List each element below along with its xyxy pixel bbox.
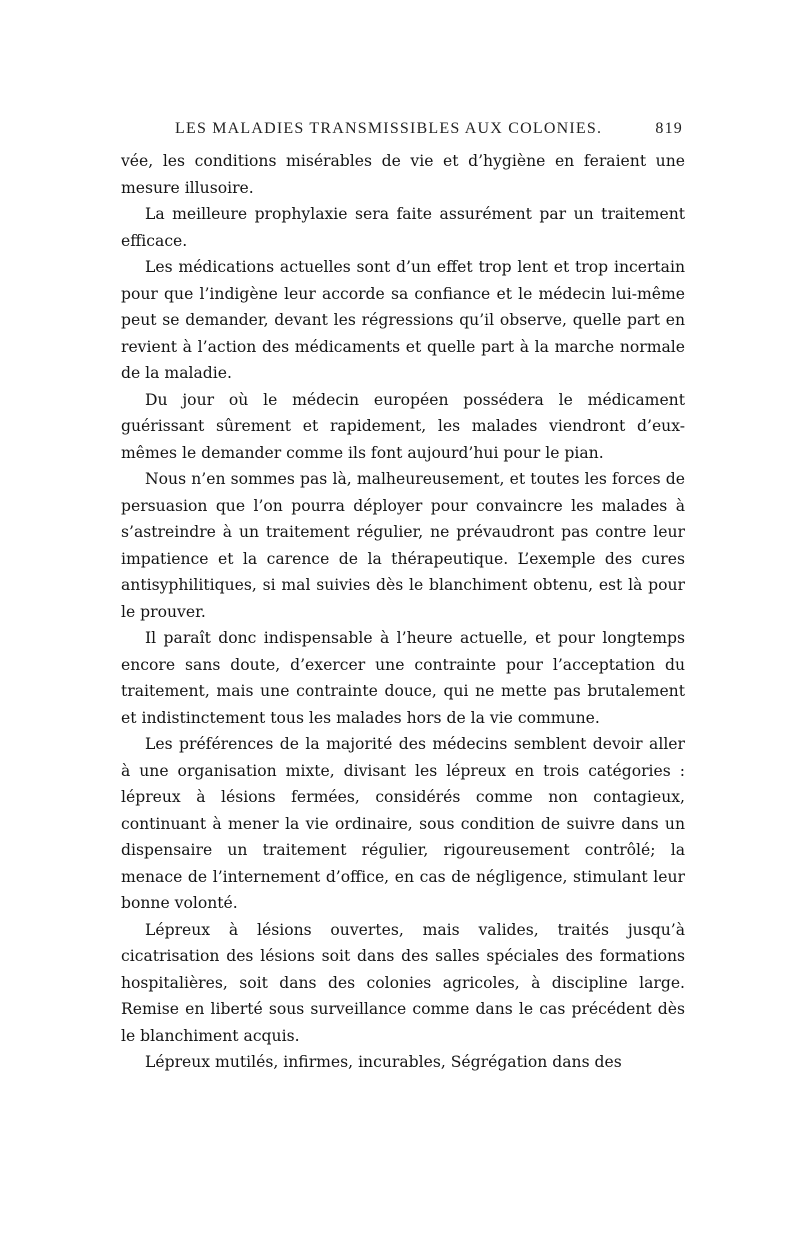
paragraph: Du jour où le médecin européen possédera le médicament guérissant sûrement et rapidement, les malades viendront d’eux-mêmes le demander comme ils font aujourd’hui pour le pian. [121,390,685,462]
body-text [121,148,685,1076]
running-title: LES MALADIES TRANSMISSIBLES AUX COLONIES. [175,120,603,137]
running-header [121,116,685,142]
paragraph: La meilleure prophylaxie sera faite assurément par un traitement efficace. [121,205,685,250]
paragraph: Lépreux à lésions ouvertes, mais valides, traités jusqu’à cicatrisation des lésions soit dans des salles spéciales des formations hospitalières, soit dans des colonies agricoles, à discipline large. Remise en liberté sous surveillance comme dans le cas précédent dès le blanchiment acquis. [121,920,685,1045]
book-page [121,116,685,1076]
page-number: 819 [655,120,683,137]
paragraph: Lépreux mutilés, infirmes, incurables, Ségrégation dans des [145,1053,622,1071]
paragraph: Nous n’en sommes pas là, malheureusement, et toutes les forces de persuasion que l’on pourra déployer pour convaincre les malades à s’astreindre à un traitement régulier, ne prévaudront pas contre leur impatience et la carence de la thérapeutique. L’exemple des cures antisyphilitiques, si mal suivies dès le blanchiment obtenu, est là pour le prouver. [121,470,685,621]
paragraph: Les médications actuelles sont d’un effet trop lent et trop incertain pour que l’indigène leur accorde sa confiance et le médecin lui-même peut se demander, devant les régressions qu’il observe, quelle part en revient à l’action des médicaments et quelle part à la marche normale de la maladie. [121,258,685,382]
paragraph: vée, les conditions misérables de vie et d’hygiène en feraient une mesure illusoire. [121,152,685,197]
paragraph: Il paraît donc indispensable à l’heure actuelle, et pour longtemps encore sans doute, d’exercer une contrainte pour l’acceptation du traitement, mais une contrainte douce, qui ne mette pas brutalement et indistinctement tous les malades hors de la vie commune. [121,629,685,727]
paragraph: Les préférences de la majorité des médecins semblent devoir aller à une organisation mixte, divisant les lépreux en trois catégories : lépreux à lésions fermées, considérés comme non contagieux, continuant à mener la vie ordinaire, sous condition de suivre dans un dispensaire un traitement régulier, rigoureusement contrôlé; la menace de l’internement d’office, en cas de négligence, stimulant leur bonne volonté. [121,735,685,912]
